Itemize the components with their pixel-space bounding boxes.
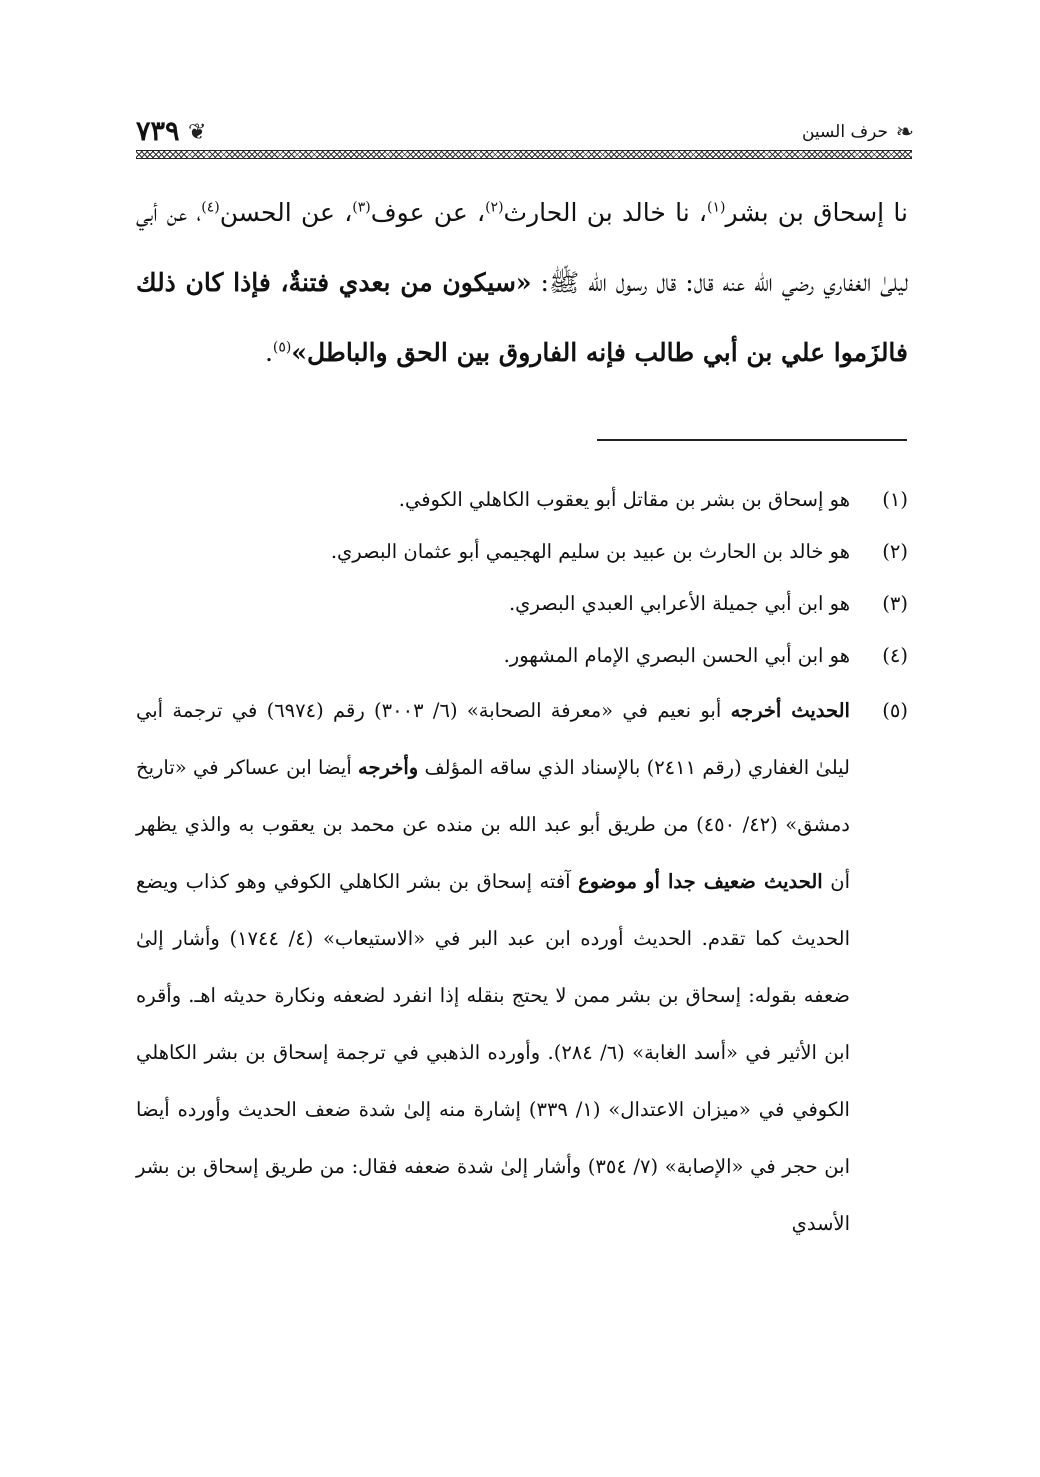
footnote-bold-phrase: وأخرجه: [358, 756, 419, 779]
page-number: ٧٣٩: [136, 116, 180, 147]
end-mark: .: [264, 338, 273, 367]
footnote: [136, 526, 908, 578]
footnote-number: (١): [882, 488, 908, 511]
page-header: [136, 116, 912, 160]
footnote-text: هو إسحاق بن بشر بن مقاتل أبو يعقوب الكاهلي الكوفي.: [398, 488, 850, 511]
footnote-text: هو ابن أبي الحسن البصري الإمام المشهور.: [503, 644, 850, 667]
footnote: [136, 630, 908, 682]
footnote-separator: [597, 439, 907, 441]
footnote-text-segment: أبو نعيم في «معرفة الصحابة» (٦/ ٣٠٠٣) رقم (٦٩٧٤) في ترجمة أبي ليلىٰ الغفاري (رقم ٢٤١١) بالإسناد الذي ساقه المؤلف: [136, 699, 850, 779]
isnad-text: ، نا خالد بن الحارث: [503, 198, 708, 227]
footnote-ref: (٤): [201, 199, 220, 216]
running-head: حرف السين: [801, 122, 888, 142]
footnote-ref: (٣): [352, 199, 371, 216]
footnote-number: (٣): [882, 592, 908, 615]
hadith-text: «سيكون من بعدي فتنةٌ، فإذا كان ذلك فالزَموا علي بن أبي طالب فإنه الفاروق بين الحق والباطل»: [136, 268, 908, 367]
footnote-bold-phrase: الحديث أخرجه: [730, 699, 850, 722]
footnote-text-segment: أيضا ابن عساكر في «تاريخ دمشق» (٤٢/ ٤٥٠) من طريق أبو عبد الله بن منده عن محمد بن يعقوب به والذي يظهر أن: [136, 756, 850, 893]
header-ornate-rule: [136, 150, 912, 159]
isnad-text: نا إسحاق بن بشر: [725, 198, 908, 227]
ornament-flourish-icon: ❦: [188, 120, 207, 145]
isnad-text: ، عن عوف: [370, 198, 486, 227]
footnote-ref: (١): [707, 199, 726, 216]
footnote-text: هو ابن أبي جميلة الأعرابي العبدي البصري.: [508, 592, 850, 615]
footnote-text: هو خالد بن الحارث بن عبيد بن سليم الهجيمي أبو عثمان البصري.: [330, 540, 850, 563]
main-text: [136, 178, 908, 388]
footnote-text-segment: آفته إسحاق بن بشر الكاهلي الكوفي وهو كذاب ويضع الحديث كما تقدم. الحديث أورده ابن عبد البر في «الاستيعاب» (٤/ ١٧٤٤) وأشار إلىٰ ضعفه بقوله: إسحاق بن بشر ممن لا يحتج بنقله إذا انفرد لضعفه ونكارة حديثه اهـ. وأقره ابن الأثير في «أسد الغابة» (٦/ ٢٨٤). وأورده الذهبي في ترجمة إسحاق بن بشر الكاهلي الكوفي في «ميزان الاعتدال» (١/ ٣٣٩) إشارة منه إلىٰ شدة ضعف الحديث وأورده أيضا ابن حجر في «الإصابة» (٧/ ٣٥٤) وأشار إلىٰ شدة ضعفه فقال: من طريق إسحاق بن بشر الأسدي: [136, 870, 850, 1235]
footnote-ref: (٥): [272, 339, 292, 356]
footnote: [136, 474, 908, 526]
footnote-number: (٥): [882, 699, 908, 722]
footnote-number: (٤): [882, 644, 908, 667]
footnote: [136, 578, 908, 630]
isnad-text: عن أبي ليلىٰ الغفاري رضي الله عنه قال: قال رسول الله ﷺ:: [136, 198, 909, 297]
ornament-flourish-icon: ❧: [895, 120, 914, 145]
isnad-text: ، عن الحسن: [219, 198, 353, 227]
footnotes: [136, 474, 908, 1252]
footnote: [136, 682, 908, 1252]
footnote-ref: (٢): [485, 199, 504, 216]
footnote-text: [136, 682, 850, 1252]
footnote-number: (٢): [882, 540, 908, 563]
isnad-text: ،: [196, 198, 202, 227]
footnote-bold-phrase: الحديث ضعيف جدا أو موضوع: [578, 870, 823, 893]
